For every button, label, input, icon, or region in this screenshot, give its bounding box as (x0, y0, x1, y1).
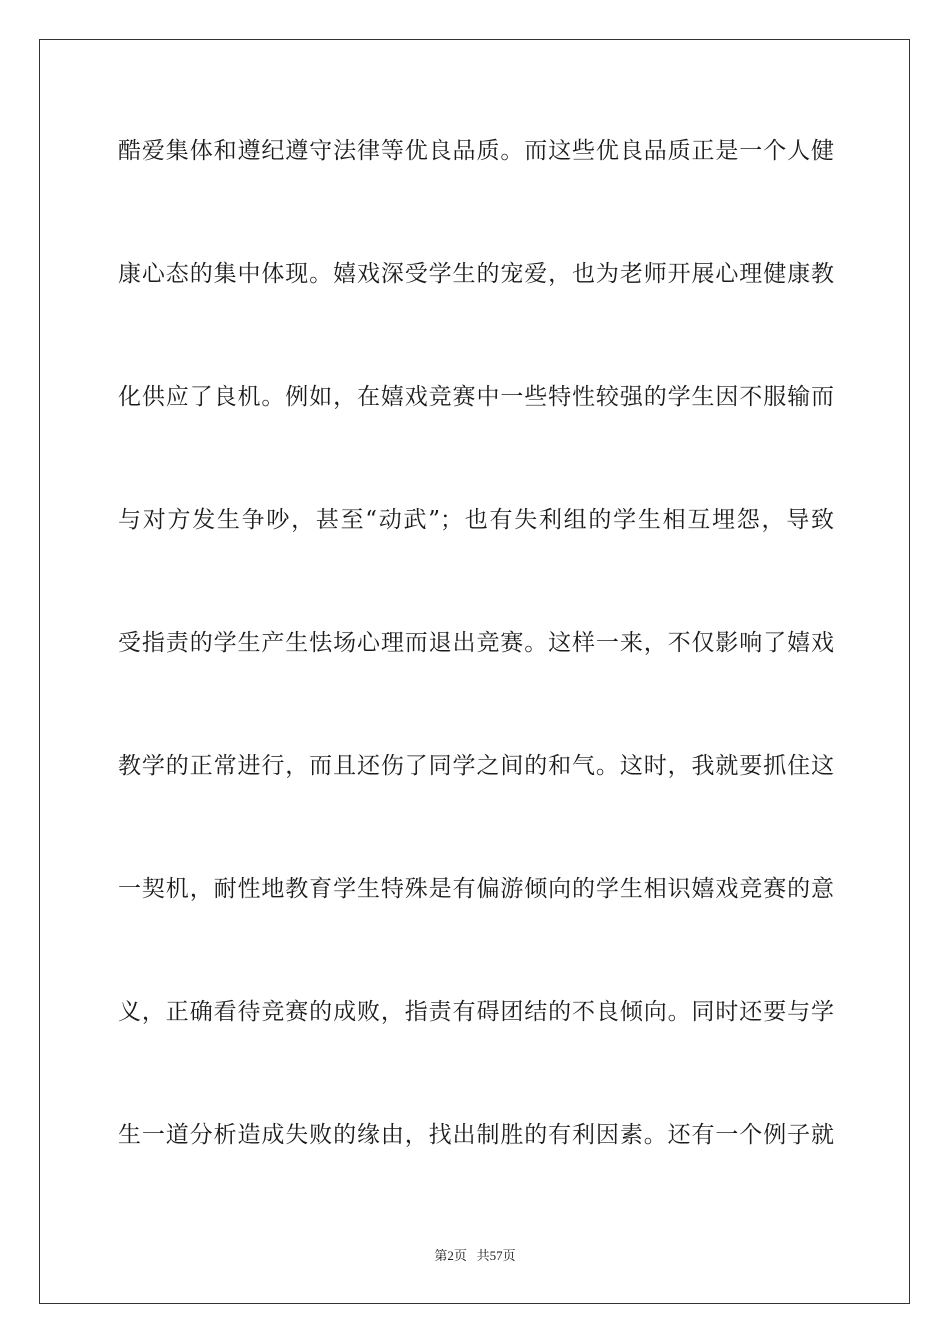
text-line-5: 受指责的学生产生怯场心理而退出竞赛。这样一来，不仅影响了嬉戏 (118, 630, 834, 656)
page-total: 共57页 (476, 1248, 516, 1263)
text-line-9: 生一道分析造成失败的缘由，找出制胜的有利因素。还有一个例子就 (118, 1122, 834, 1148)
text-line-8: 义，正确看待竞赛的成败，指责有碍团结的不良倾向。同时还要与学 (118, 999, 834, 1025)
text-line-1: 酷爱集体和遵纪遵守法律等优良品质。而这些优良品质正是一个人健 (118, 138, 834, 164)
footer-spacer (467, 1248, 477, 1263)
page-footer (0, 1245, 950, 1264)
text-line-3: 化供应了良机。例如，在嬉戏竞赛中一些特性较强的学生因不服输而 (118, 384, 834, 410)
text-line-2: 康心态的集中体现。嬉戏深受学生的宠爱，也为老师开展心理健康教 (118, 261, 834, 287)
document-body (118, 131, 834, 1238)
page-number: 第2页 (434, 1248, 467, 1263)
text-line-7: 一契机，耐性地教育学生特殊是有偏游倾向的学生相识嬉戏竞赛的意 (118, 876, 834, 902)
text-line-4: 与对方发生争吵，甚至“动武”；也有失利组的学生相互埋怨，导致 (118, 507, 834, 533)
text-line-6: 教学的正常进行，而且还伤了同学之间的和气。这时，我就要抓住这 (118, 753, 834, 779)
